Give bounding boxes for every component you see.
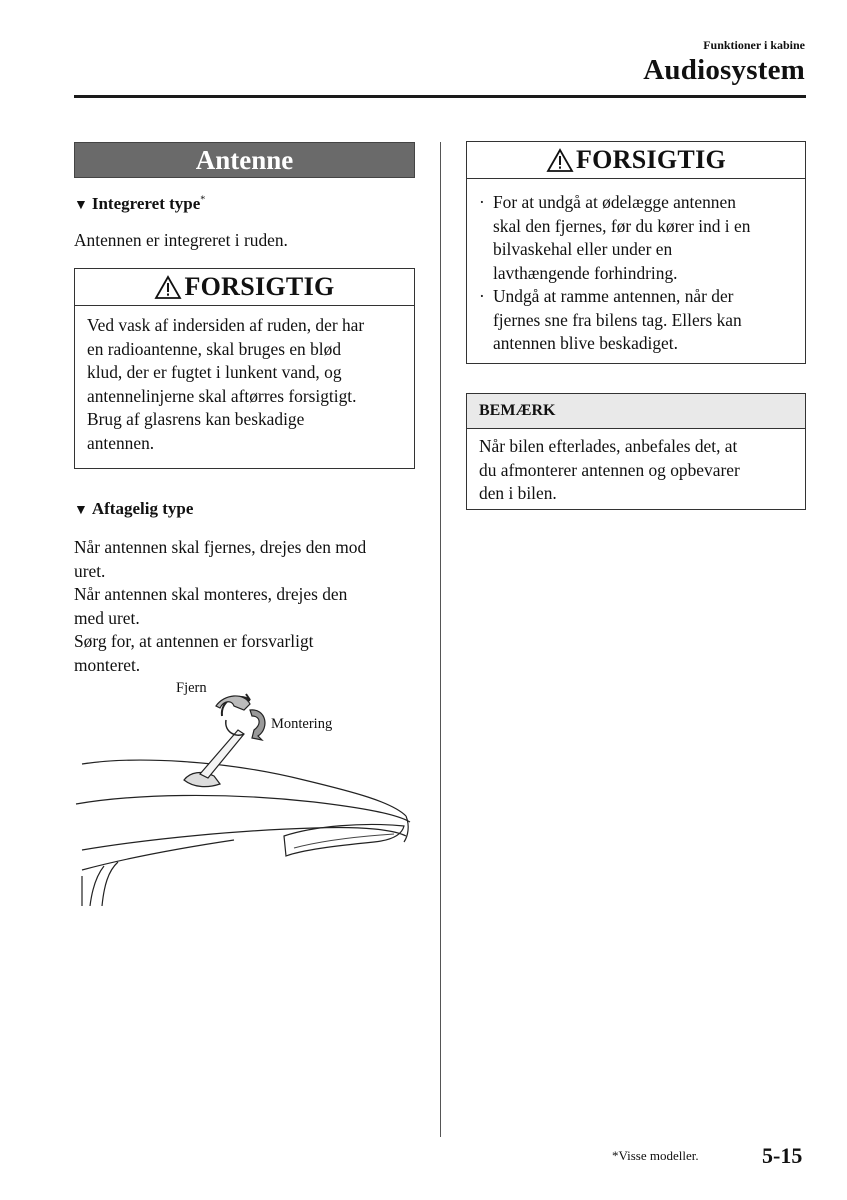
removable-line: Når antennen skal monteres, drejes den: [74, 584, 348, 604]
caution-body: [467, 179, 805, 364]
bullet-dot: ·: [479, 286, 485, 306]
triangle-down-icon: ▼: [74, 198, 88, 213]
section-title-antenne: Antenne: [74, 142, 415, 178]
integrated-text: Antennen er integreret i ruden.: [74, 230, 288, 250]
removable-line: monteret.: [74, 654, 141, 675]
removable-line: Sørg for, at antennen er forsvarligt: [74, 631, 314, 651]
note-title: BEMÆRK: [467, 394, 805, 429]
subheading-removable-label: Aftagelig type: [91, 499, 194, 518]
caution-line: Undgå at ramme antennen, når der: [493, 286, 734, 306]
caution-title: FORSIGTIG: [184, 272, 335, 301]
page-number: 5-15: [762, 1143, 803, 1168]
figure-label-mount: Montering: [271, 716, 333, 732]
removable-line: med uret.: [74, 607, 140, 628]
bullet-dot: ·: [479, 192, 485, 212]
asterisk-mark: *: [200, 194, 206, 206]
warning-triangle-icon: [546, 148, 574, 173]
caution-line: For at undgå at ødelægge antennen: [493, 192, 736, 212]
caution-line: antennen.: [87, 432, 155, 453]
chapter-subtitle: Funktioner i kabine: [703, 38, 805, 52]
car-roof-antenna-illustration: [74, 676, 419, 906]
removable-line: Når antennen skal fjernes, drejes den mod: [74, 537, 367, 557]
column-divider: [440, 142, 441, 1137]
caution-line: klud, der er fugtet i lunkent vand, og: [87, 362, 342, 382]
footnote: *Visse modeller.: [612, 1148, 699, 1163]
removable-text: [74, 536, 419, 677]
note-line: den i bilen.: [479, 483, 557, 503]
subheading-integrated: [74, 194, 205, 214]
warning-triangle-icon: [154, 275, 182, 300]
caution-bullet: [479, 285, 793, 356]
header-divider: [74, 95, 806, 98]
antenna-figure: [74, 676, 419, 906]
caution-line: en radioantenne, skal bruges en blød: [87, 338, 342, 359]
caution-box-right: [466, 141, 806, 364]
subheading-integrated-label: Integreret type: [91, 194, 201, 213]
caution-bullet: [479, 191, 793, 285]
caution-box-left: [74, 268, 415, 469]
caution-line: skal den fjernes, før du kører ind i en: [493, 215, 751, 236]
caution-line: Ved vask af indersiden af ruden, der har: [87, 315, 365, 335]
caution-line: Brug af glasrens kan beskadige: [87, 409, 305, 429]
note-line: Når bilen efterlades, anbefales det, at: [479, 436, 738, 456]
note-box: [466, 393, 806, 510]
caution-header: [467, 142, 805, 179]
caution-line: antennen blive beskadiget.: [493, 333, 678, 353]
note-line: du afmonterer antennen og opbevarer: [479, 459, 740, 480]
triangle-down-icon: ▼: [74, 503, 88, 518]
page-title: Audiosystem: [643, 54, 805, 86]
caution-title: FORSIGTIG: [575, 145, 727, 174]
removable-line: uret.: [74, 560, 106, 581]
note-body: [467, 429, 805, 514]
caution-line: antennelinjerne skal aftørres forsigtigt.: [87, 385, 357, 406]
figure-label-remove: Fjern: [176, 680, 207, 696]
caution-header: [75, 269, 414, 306]
caution-line: bilvaskehal eller under en: [493, 239, 673, 259]
caution-line: lavthængende forhindring.: [493, 262, 678, 283]
caution-body: [75, 306, 414, 463]
subheading-removable: [74, 499, 193, 519]
caution-line: fjernes sne fra bilens tag. Ellers kan: [493, 309, 742, 330]
